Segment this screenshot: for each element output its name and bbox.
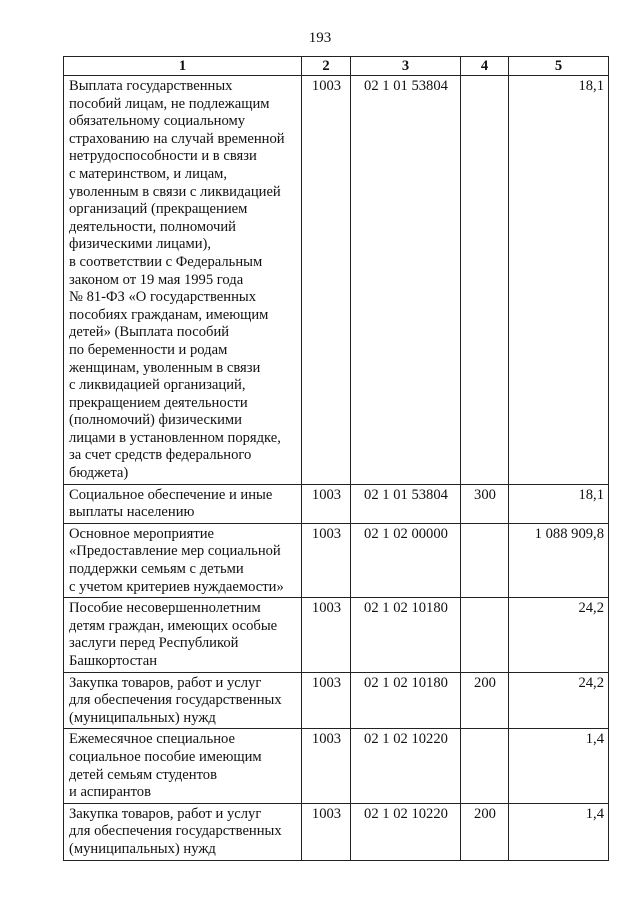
row-amount: 18,1 [509,76,609,485]
page-number: 193 [308,30,332,46]
row-expense-type: 200 [461,803,509,860]
row-amount: 24,2 [509,598,609,672]
row-name: Основное мероприятие «Предоставление мер социальной поддержки семьям с детьми с учетом критериев нуждаемости» [64,523,302,597]
row-expense-type: 300 [461,484,509,523]
row-expense-type [461,523,509,597]
row-expense-type [461,76,509,485]
row-amount: 1,4 [509,803,609,860]
budget-table [63,56,609,861]
column-header-5: 5 [509,57,609,76]
table-header-row [64,57,609,76]
row-name: Закупка товаров, работ и услуг для обеспечения государственных (муниципальных) нужд [64,803,302,860]
row-section-code: 1003 [302,803,351,860]
table-row [64,484,609,523]
table-row [64,523,609,597]
row-name: Выплата государственных пособий лицам, не подлежащим обязательному социальному страхованию на случай временной нетрудоспособности и в связи с материнством, и лицам, уволенным в связи с ликвидацией организаций (прекращением деятельности, полномочий физическими лицами), в соответствии с Федеральным законом от 19 мая 1995 года № 81-ФЗ «О государственных пособиях гражданам, имеющим детей» (Выплата пособий по беременности и родам женщинам, уволенным в связи с ликвидацией организаций, прекращением деятельности (полномочий) физическими лицами в установленном порядке, за счет средств федерального бюджета) [64,76,302,485]
row-target-code: 02 1 01 53804 [351,484,461,523]
row-target-code: 02 1 02 10220 [351,803,461,860]
row-name: Ежемесячное специальное социальное пособие имеющим детей семьям студентов и аспирантов [64,729,302,803]
row-target-code: 02 1 02 00000 [351,523,461,597]
table-row [64,598,609,672]
row-amount: 18,1 [509,484,609,523]
row-target-code: 02 1 02 10220 [351,729,461,803]
row-section-code: 1003 [302,672,351,729]
row-expense-type: 200 [461,672,509,729]
column-header-2: 2 [302,57,351,76]
row-name: Социальное обеспечение и иные выплаты населению [64,484,302,523]
row-expense-type [461,729,509,803]
row-section-code: 1003 [302,523,351,597]
row-target-code: 02 1 01 53804 [351,76,461,485]
column-header-3: 3 [351,57,461,76]
row-name: Пособие несовершеннолетним детям граждан, имеющих особые заслуги перед Республикой Башкортостан [64,598,302,672]
column-header-4: 4 [461,57,509,76]
row-amount: 1,4 [509,729,609,803]
table-row [64,672,609,729]
row-section-code: 1003 [302,729,351,803]
row-target-code: 02 1 02 10180 [351,672,461,729]
row-section-code: 1003 [302,598,351,672]
table-row [64,729,609,803]
row-amount: 24,2 [509,672,609,729]
row-target-code: 02 1 02 10180 [351,598,461,672]
row-expense-type [461,598,509,672]
row-amount: 1 088 909,8 [509,523,609,597]
table-row [64,76,609,485]
row-name: Закупка товаров, работ и услуг для обеспечения государственных (муниципальных) нужд [64,672,302,729]
table-row [64,803,609,860]
column-header-1: 1 [64,57,302,76]
row-section-code: 1003 [302,484,351,523]
row-section-code: 1003 [302,76,351,485]
